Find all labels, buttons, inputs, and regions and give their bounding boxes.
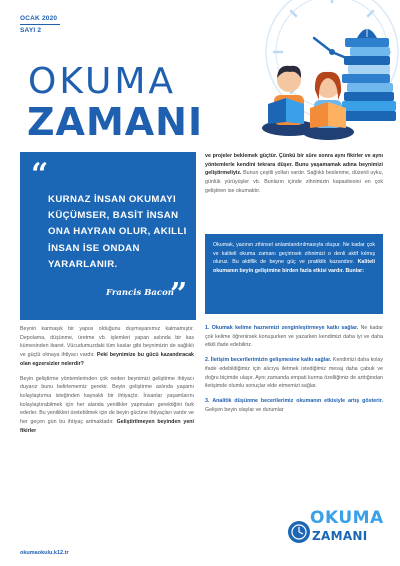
paragraph: ve projeler beklemek güçtür. Çünkü bir süre sonra aynı fikirler ve aynı yöntemlerle kendini tekrara düşer. Bunu yaşamamak adına beynimizi geliştirmeliyiz. Bunun çeşitli yolları vardır. Sağlıklı beslenme, düzenli uyku, günlük yürüyüşler vb. Bunların içinde zihnimizin kapasitesini en çok geliştiren ise okumaktır.	[205, 153, 383, 194]
highlight-bold: Kaliteli okumanın beyin gelişimine birden fazla etkisi vardır. Bunlar:	[213, 259, 375, 275]
page-title-line1: OKUMA	[28, 61, 177, 102]
paragraph: Beynin karmaşık bir yapısı olduğunu duymayanımız kalmamıştır. Depolama, düşünme, üretme vb. işlemleri yapan aslında bir kas kümesinden ibaret. Vücudumuzdaki tüm kaslar gibi beynimizin de sağlıklı ve güçlü olmaya ihtiyacı vardır. Peki beynimize bu gücü kazandıracak olan egzersizler nelerdir?	[20, 326, 194, 367]
list-item: 3. Analitik düşünme becerilerimiz okumanın etkisiyle artış gösterir. Gelişen beyin olaylar ve durumlar	[205, 397, 383, 413]
right-column-top	[205, 152, 383, 232]
reading-children-illustration	[182, 0, 400, 150]
website-link[interactable]: okumaokulu.k12.tr	[20, 550, 69, 556]
list-item: 1. Okumak kelime haznemizi zenginleştirmeye katkı sağlar. Ne kadar çok kelime öğrenirsek konuşurken ve yazarken kendimizi daha iyi ve daha etkili ifade edebiliriz.	[205, 325, 383, 349]
quote-text: KURNAZ İNSAN OKUMAYI KÜÇÜMSER, BASİT İNSAN ONA HAYRAN OLUR, AKILLI İNSAN İSE ONDAN YARARLANIR.	[48, 194, 187, 270]
paragraph: Beyin geliştirme yöntemlerinden çok neden beynimizi geliştirme ihtiyacı duyarız bunu belirlememiz gerekir. Beyin geliştirme aslında yaşamı kolaylaştırma isteğinden kaynaklı bir ihtiyaçtır. İnsanlar yaşamlarını kolaylaştırabilmek için her alanda yenilikler yapmaları gerektiğini fark ederler. Bu yenilikleri üretebilmek için de beyin gücüne ihtiyaçları vardır ve her geçen gün bu ihtiyaç artmaktadır. Geliştirilmeyen beyinden yeni fikirler	[20, 375, 194, 434]
issue-date: OCAK 2020	[20, 15, 58, 22]
issue-divider	[20, 24, 60, 25]
issue-info	[20, 14, 60, 35]
bold-sentence: Geliştirilmeyen beyinden yeni fikirler	[20, 419, 194, 434]
list-item: 2. İletişim becerilerimizin gelişmesine katkı sağlar. Kendimizi daha kolay ifade edebildiğimiz için alıcıya iletmek istediğimiz mesaj daha çabuk ve doğru biçimde ulaşır. Aynı zamanda empati kurma özelliğimiz de arttığından iletişimde olumlu sonuçlar elde etmemizi sağlar.	[205, 357, 383, 390]
book-stack	[340, 38, 396, 121]
highlight-box: Okumak, yazının zihinsel anlamlandırılmasıyla oluşur. Ne kadar çok ve kaliteli okuma zamanı geçirirsek zihnimizi o denli aktif kılmış oluruz. Bu aktiflik de beyne güç ve pratiklik kazandırır. Kaliteli okumanın beyin gelişimine birden fazla etkisi vardır. Bunlar:	[205, 234, 383, 314]
benefits-list	[205, 324, 383, 420]
clock-center	[329, 49, 335, 55]
open-quote-icon: “	[31, 157, 49, 192]
logo-text-line2: ZAMANI	[312, 529, 368, 543]
left-column	[20, 325, 194, 441]
issue-number: SAYI 2	[20, 27, 42, 34]
page-title-line2: ZAMANI	[27, 100, 204, 144]
bold-question: Peki beynimize bu gücü kazandıracak olan egzersizler nelerdir?	[20, 352, 194, 367]
logo-text-line1: OKUMA	[310, 508, 384, 528]
okuma-zamani-logo	[286, 508, 382, 554]
quote-author: Francis Bacon	[106, 288, 174, 298]
quote-box	[20, 152, 196, 320]
close-quote-icon: ”	[170, 277, 188, 312]
